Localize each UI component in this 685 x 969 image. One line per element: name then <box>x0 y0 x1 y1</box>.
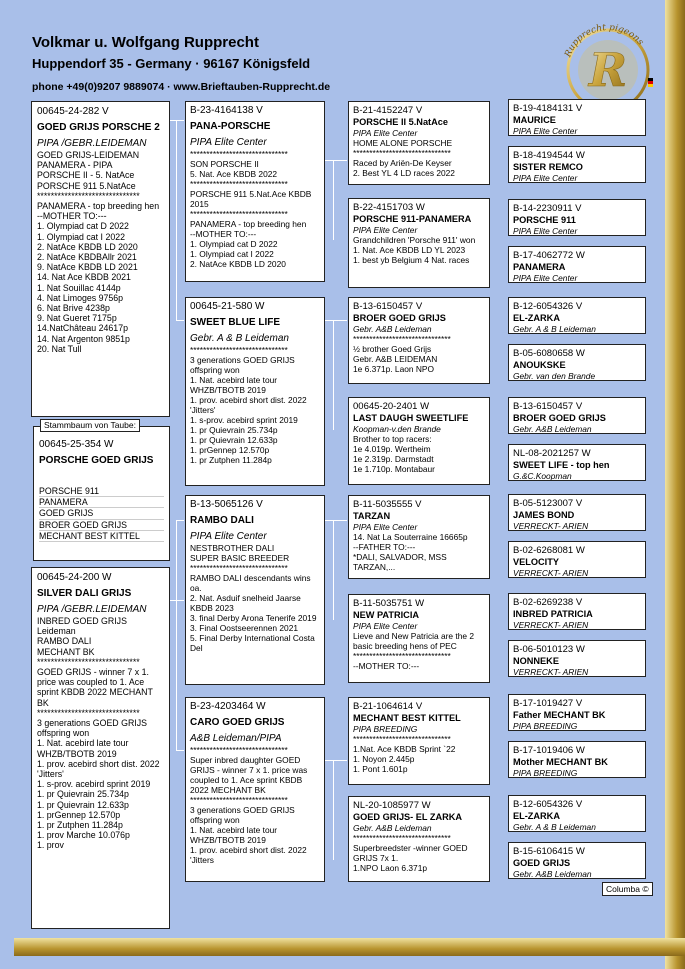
gen4-pigeon[interactable] <box>508 297 646 334</box>
note-line: Super inbred daughter GOED GRIJS - winner 7 x 1. price was coupled to 1. Ace sprint KBDB 2022 MECHANT BK <box>190 755 308 795</box>
owner: PIPA BREEDING <box>353 724 418 734</box>
gen4-pigeon[interactable] <box>508 344 646 381</box>
note-line: Grandchildren 'Porsche 911' won <box>353 235 476 245</box>
note-line: 1. best yb Belgium 4 Nat. races <box>353 255 470 265</box>
ring-number: NL-20-1085977 W <box>353 800 431 811</box>
note-line: 2. NatAce KBDB LD 2020 <box>190 259 286 269</box>
pigeon-name: VELOCITY <box>513 557 559 567</box>
note-line: 1e 2.319p. Darmstadt <box>353 454 434 464</box>
ring-number: B-23-4164138 V <box>190 105 263 116</box>
owner: Gebr. A&B Leideman <box>513 869 592 879</box>
pigeon-name: SWEET LIFE - top hen <box>513 460 610 470</box>
gen3-pigeon[interactable] <box>348 397 490 485</box>
note-line: PORSCHE 911 5.Nat.Ace KBDB 2015 <box>190 189 312 209</box>
stammbaum-name: PORSCHE GOED GRIJS <box>39 455 154 466</box>
owner: PIPA /GEBR.LEIDEMAN <box>37 604 147 615</box>
owner: PIPA BREEDING <box>513 768 578 778</box>
pigeon-name: SWEET BLUE LIFE <box>190 317 280 328</box>
note-line: 1. Nat. acebird late tour WHZB/TBOTB 2019 <box>190 375 278 395</box>
note-line: 1. Olympiad cat I 2022 <box>37 231 126 242</box>
owner: PIPA Elite Center <box>353 621 418 631</box>
ring-number: B-17-1019406 W <box>513 745 585 756</box>
note-line: 3 generations GOED GRIJS offspring won <box>190 355 295 375</box>
gold-frame-bottom <box>14 938 685 956</box>
note-line: ****************************** <box>353 651 451 661</box>
owner: Gebr. van den Brande <box>513 371 596 381</box>
note-line: 9. NatAce KBDB LD 2021 <box>37 262 138 273</box>
ring-number: B-22-4151703 W <box>353 202 425 213</box>
note-line: Raced by Ariën-De Keyser <box>353 158 452 168</box>
gen4-pigeon[interactable] <box>508 99 646 136</box>
note-line: 3 generations GOED GRIJS offspring won <box>190 805 295 825</box>
stammbaum-line: MECHANT BEST KITTEL <box>39 531 164 542</box>
gen4-pigeon[interactable] <box>508 246 646 283</box>
pigeon-name: PORSCHE 911 <box>513 215 576 225</box>
pigeon-name: EL-ZARKA <box>513 811 560 821</box>
stammbaum-box[interactable] <box>33 426 170 561</box>
ring-number: 00645-24-200 W <box>37 572 112 583</box>
note-line: 5. Nat. Ace KBDB 2022 <box>190 169 278 179</box>
note-line: 1. pr Quievrain 25.734p <box>37 789 129 800</box>
columba-credit: Columba © <box>602 882 653 896</box>
owner: G.&C.Koopman <box>513 471 572 481</box>
pigeon-name: NONNEKE <box>513 656 559 666</box>
note-line: ****************************** <box>353 148 451 158</box>
gen3-pigeon[interactable] <box>348 101 490 185</box>
ring-number: B-12-6054326 V <box>513 301 583 312</box>
ring-number: B-13-6150457 V <box>513 401 583 412</box>
pigeon-name: EL-ZARKA <box>513 313 560 323</box>
logo-letter: R <box>588 43 628 97</box>
note-line: 2. Nat. Asduif snelheid Jaarse KBDB 2023 <box>190 593 301 613</box>
gen4-pigeon[interactable] <box>508 494 646 531</box>
note-line: 1. Noyon 2.445p <box>353 754 415 764</box>
note-line: 1. prov <box>37 840 64 851</box>
pigeon-name: Mother MECHANT BK <box>513 757 608 767</box>
gen3-pigeon[interactable] <box>348 495 490 579</box>
note-line: PORSCHE II - 5. NatAce <box>37 170 135 181</box>
ring-number: B-21-4152247 V <box>353 105 423 116</box>
note-line: GOED GRIJS - winner 7 x 1. price was coupled to 1. Ace sprint KBDB 2022 MECHANT BK <box>37 667 153 708</box>
note-line: NESTBROTHER DALI <box>190 543 275 553</box>
owner: PIPA Elite Center <box>513 173 578 183</box>
ring-number: B-05-5123007 V <box>513 498 583 509</box>
note-line: 2. NatAce KBDB LD 2020 <box>37 241 138 252</box>
note-line: MECHANT BK <box>37 646 95 657</box>
owner: PIPA Elite Center <box>513 126 578 136</box>
note-line: ****************************** <box>37 707 140 718</box>
note-line: RAMBO DALI descendants wins oa. <box>190 573 311 593</box>
note-line: 4. Nat Limoges 9756p <box>37 292 124 303</box>
note-line: 2. NatAce KBDBAllr 2021 <box>37 252 137 263</box>
gen2-pigeon[interactable] <box>185 101 325 282</box>
note-line: Superbreedster -winner GOED GRIJS 7x 1. <box>353 843 468 863</box>
note-line: 1. s-prov. acebird sprint 2019 <box>190 415 298 425</box>
owner: PIPA Elite Center <box>353 128 418 138</box>
owner: A&B Leideman/PIPA <box>190 733 282 744</box>
gen4-pigeon[interactable] <box>508 694 646 731</box>
note-line: 1e 6.371p. Laon NPO <box>353 364 435 374</box>
note-line: 1. prov. acebird short dist. 2022 'Jitters' <box>190 395 307 415</box>
ring-number: 00645-20-2401 W <box>353 401 430 412</box>
note-line: 3. Final Oostseerennen 2021 <box>190 623 299 633</box>
note-line: 1. Nat. acebird late tour WHZB/TBOTB 2019 <box>37 738 129 759</box>
pigeon-name: SISTER REMCO <box>513 162 583 172</box>
note-line: *DALI, SALVADOR, MSS TARZAN,... <box>353 552 447 572</box>
ring-number: B-05-6080658 W <box>513 348 585 359</box>
note-line: 1e 1.710p. Montabaur <box>353 464 435 474</box>
owner: Gebr. A&B Leideman <box>513 424 592 434</box>
note-line: PORSCHE 911 5.NatAce <box>37 180 136 191</box>
note-line: 1. prGennep 12.570p <box>37 809 121 820</box>
gen2-pigeon[interactable] <box>185 495 325 685</box>
note-line: 1. pr Quievrain 12.633p <box>37 799 129 810</box>
stammbaum-line: GOED GRIJS <box>39 508 164 519</box>
owner: Gebr. A&B Leideman <box>353 823 432 833</box>
note-line: Brother to top racers: <box>353 434 432 444</box>
note-line: 1. pr Quievrain 12.633p <box>190 435 278 445</box>
note-line: 1. prov. acebird short dist. 2022 'Jitters <box>190 845 307 865</box>
owner: VERRECKT- ARIEN <box>513 667 589 677</box>
note-line: RAMBO DALI <box>37 636 92 647</box>
note-line: 14. Nat Argenton 9851p <box>37 333 130 344</box>
gen3-pigeon[interactable] <box>348 297 490 384</box>
owner: VERRECKT- ARIEN <box>513 620 589 630</box>
note-line: 1. Olympiad cat D 2022 <box>37 221 129 232</box>
note-line: 14.NatChâteau 24617p <box>37 323 128 334</box>
note-line: ****************************** <box>190 209 288 219</box>
ring-number: B-23-4203464 W <box>190 701 266 712</box>
note-line: INBRED GOED GRIJS <box>37 616 127 626</box>
gen4-pigeon[interactable] <box>508 541 646 578</box>
ring-number: NL-08-2021257 W <box>513 448 591 459</box>
note-line: ****************************** <box>190 149 288 159</box>
note-line: 1e 4.019p. Wertheim <box>353 444 431 454</box>
ring-number: B-11-5035555 V <box>353 499 422 510</box>
gen3-pigeon[interactable] <box>348 796 490 882</box>
note-line: 20. Nat Tull <box>37 343 82 354</box>
pigeon-name: BROER GOED GRIJS <box>513 413 606 423</box>
gen4-pigeon[interactable] <box>508 444 646 481</box>
pigeon-name: INBRED PATRICIA <box>513 609 593 619</box>
breeder-name: Volkmar u. Wolfgang Rupprecht <box>32 34 259 51</box>
note-line: GOED GRIJS-LEIDEMAN <box>37 150 140 160</box>
note-line: 1. prov. acebird short dist. 2022 'Jitters' <box>37 758 160 780</box>
ring-number: B-02-6269238 V <box>513 597 583 608</box>
gen2-pigeon[interactable] <box>185 297 325 486</box>
owner: PIPA Elite Center <box>190 531 267 542</box>
ring-number: 00645-21-580 W <box>190 301 265 312</box>
ring-number: B-14-2230911 V <box>513 203 582 214</box>
pigeon-name: PORSCHE 911-PANAMERA <box>353 214 472 224</box>
note-line: ****************************** <box>37 656 140 667</box>
owner: VERRECKT- ARIEN <box>513 568 589 578</box>
owner: VERRECKT- ARIEN <box>513 521 589 531</box>
note-line: ****************************** <box>353 334 451 344</box>
owner: PIPA Elite Center <box>353 522 418 532</box>
gen4-pigeon[interactable] <box>508 795 646 832</box>
stammbaum-ring: 00645-25-354 W <box>39 439 114 450</box>
note-line: ****************************** <box>190 345 288 355</box>
ring-number: B-13-6150457 V <box>353 301 423 312</box>
pigeon-name: CARO GOED GRIJS <box>190 717 285 728</box>
pigeon-name: BROER GOED GRIJS <box>353 313 446 323</box>
pigeon-name: SILVER DALI GRIJS <box>37 588 132 599</box>
note-line: 1.NPO Laon 6.371p <box>353 863 428 873</box>
gen4-pigeon[interactable] <box>508 741 646 778</box>
pigeon-name: NEW PATRICIA <box>353 610 420 620</box>
note-line: ****************************** <box>37 190 140 201</box>
gen4-pigeon[interactable] <box>508 397 646 434</box>
ring-number: B-11-5035751 W <box>353 598 425 609</box>
subject-pigeon[interactable] <box>31 101 170 417</box>
ring-number: B-15-6106415 W <box>513 846 585 857</box>
note-line: ****************************** <box>190 179 288 189</box>
pigeon-name: MAURICE <box>513 115 556 125</box>
note-line: 2. Best YL 4 LD races 2022 <box>353 168 455 178</box>
note-line: 5. Final Derby International Costa Del <box>190 633 315 653</box>
stammbaum-line: BROER GOED GRIJS <box>39 520 164 531</box>
ring-number: B-02-6268081 W <box>513 545 585 556</box>
gen3-pigeon[interactable] <box>348 594 490 683</box>
note-line: Gebr. A&B LEIDEMAN <box>353 354 438 364</box>
owner: Koopman-v.den Brande <box>353 424 441 434</box>
note-line: PANAMERA - PIPA <box>37 160 113 171</box>
breeder-contact: phone +49(0)9207 9889074 · www.Brieftauben-Rupprecht.de <box>32 81 331 93</box>
stammbaum-line: PANAMERA <box>39 497 164 508</box>
note-line: 1. Nat Souillac 4144p <box>37 282 121 293</box>
stammbaum-line: PORSCHE 911 <box>39 486 164 497</box>
note-line: 1. s-prov. acebird sprint 2019 <box>37 779 151 790</box>
note-line: SUPER BASIC BREEDER <box>190 553 290 563</box>
note-line: 1. Olympiad cat D 2022 <box>190 239 278 249</box>
pigeon-name: ANOUKSKE <box>513 360 566 370</box>
gen3-pigeon[interactable] <box>348 697 490 785</box>
ring-number: B-18-4194544 W <box>513 150 585 161</box>
note-line: ****************************** <box>190 745 288 755</box>
ring-number: B-19-4184131 V <box>513 103 583 114</box>
ring-number: B-12-6054326 V <box>513 799 583 810</box>
gen3-pigeon[interactable] <box>348 198 490 288</box>
gen4-pigeon[interactable] <box>508 640 646 677</box>
ring-number: B-17-1019427 V <box>513 698 583 709</box>
gen4-pigeon[interactable] <box>508 146 646 183</box>
owner: PIPA Elite Center <box>513 273 578 283</box>
note-line: --MOTHER TO:--- <box>190 229 257 239</box>
ring-number: B-21-1064614 V <box>353 701 423 712</box>
pigeon-name: LAST DAUGH SWEETLIFE <box>353 413 469 423</box>
note-line: 1. pr Zutphen 11.284p <box>37 820 123 831</box>
note-line: 1. Pont 1.601p <box>353 764 408 774</box>
note-line: PANAMERA - top breeding hen <box>37 201 160 212</box>
stammbaum-label: Stammbaum von Taube: <box>40 419 140 432</box>
note-line: 1.Nat. Ace KBDB Sprint `22 <box>353 744 456 754</box>
note-line: ½ brother Goed Grijs <box>353 344 432 354</box>
note-line: 14. Nat La Souterraine 16665p <box>353 532 468 542</box>
note-line: 1. pr Zutphen 11.284p <box>190 455 272 465</box>
note-line: --FATHER TO:--- <box>353 542 416 552</box>
pigeon-name: GOED GRIJS PORSCHE 2 <box>37 122 160 133</box>
pigeon-name: MECHANT BEST KITTEL <box>353 713 461 723</box>
pigeon-name: PORSCHE II 5.NatAce <box>353 117 448 127</box>
note-line: 1. prov Marche 10.076p <box>37 830 130 841</box>
gold-frame-right <box>665 0 685 969</box>
owner: Gebr. A&B Leideman <box>353 324 432 334</box>
pigeon-name: PANA-PORSCHE <box>190 121 271 132</box>
note-line: Leideman <box>37 626 76 637</box>
gen4-pigeon[interactable] <box>508 199 646 236</box>
owner: PIPA BREEDING <box>513 721 578 731</box>
note-line: 3 generations GOED GRIJS offspring won <box>37 718 148 739</box>
note-line: 1. Nat. acebird late tour WHZB/TBOTB 2019 <box>190 825 278 845</box>
pigeon-name: Father MECHANT BK <box>513 710 606 720</box>
gen4-pigeon[interactable] <box>508 593 646 630</box>
note-line: 1. prGennep 12.570p <box>190 445 270 455</box>
gen2-pigeon[interactable] <box>185 697 325 882</box>
note-line: Lieve and New Patricia are the 2 basic breeding hens of PEC <box>353 631 475 651</box>
note-line: --MOTHER TO:--- <box>37 211 107 222</box>
note-line: 9. Nat Gueret 7175p <box>37 313 117 324</box>
pigeon-name: RAMBO DALI <box>190 515 254 526</box>
note-line: --MOTHER TO:--- <box>353 661 420 671</box>
note-line: ****************************** <box>190 563 288 573</box>
owner: PIPA Elite Center <box>190 137 267 148</box>
ring-number: B-17-4062772 W <box>513 250 585 261</box>
gen4-pigeon[interactable] <box>508 842 646 879</box>
owner: Gebr. A & B Leideman <box>513 822 596 832</box>
owner: PIPA Elite Center <box>513 226 578 236</box>
pigeon-name: GOED GRIJS- EL ZARKA <box>353 812 463 822</box>
pigeon-name: JAMES BOND <box>513 510 575 520</box>
note-line: 1. Olympiad cat I 2022 <box>190 249 274 259</box>
note-line: HOME ALONE PORSCHE <box>353 138 453 148</box>
note-line: 1. Nat. Ace KBDB LD YL 2023 <box>353 245 466 255</box>
note-line: SON PORSCHE II <box>190 159 259 169</box>
owner: PIPA /GEBR.LEIDEMAN <box>37 138 147 149</box>
ring-number: B-13-5065126 V <box>190 499 263 510</box>
owner: PIPA Elite Center <box>353 225 418 235</box>
pigeon-name: TARZAN <box>353 511 391 521</box>
note-line: 6. Nat Brive 4238p <box>37 303 110 314</box>
note-line: 14. Nat Ace KBDB 2021 <box>37 272 131 283</box>
ring-number: B-06-5010123 W <box>513 644 585 655</box>
note-line: 3. final Derby Arona Tenerife 2019 <box>190 613 317 623</box>
logo-text: Rupprecht pigeons <box>563 22 646 59</box>
note-line: PANAMERA - top breeding hen <box>190 219 307 229</box>
note-line: ****************************** <box>190 795 288 805</box>
pigeon-name: PANAMERA <box>513 262 566 272</box>
note-line: ****************************** <box>353 734 451 744</box>
owner: Gebr. A & B Leideman <box>513 324 596 334</box>
note-line: ****************************** <box>353 833 451 843</box>
dam-pigeon[interactable] <box>31 567 170 929</box>
owner: Gebr. A & B Leideman <box>190 333 289 344</box>
breeder-address: Huppendorf 35 - Germany · 96167 Königsfeld <box>32 56 311 71</box>
ring-number: 00645-24-282 V <box>37 106 109 117</box>
pigeon-name: GOED GRIJS <box>513 858 571 868</box>
note-line: 1. pr Quievrain 25.734p <box>190 425 278 435</box>
